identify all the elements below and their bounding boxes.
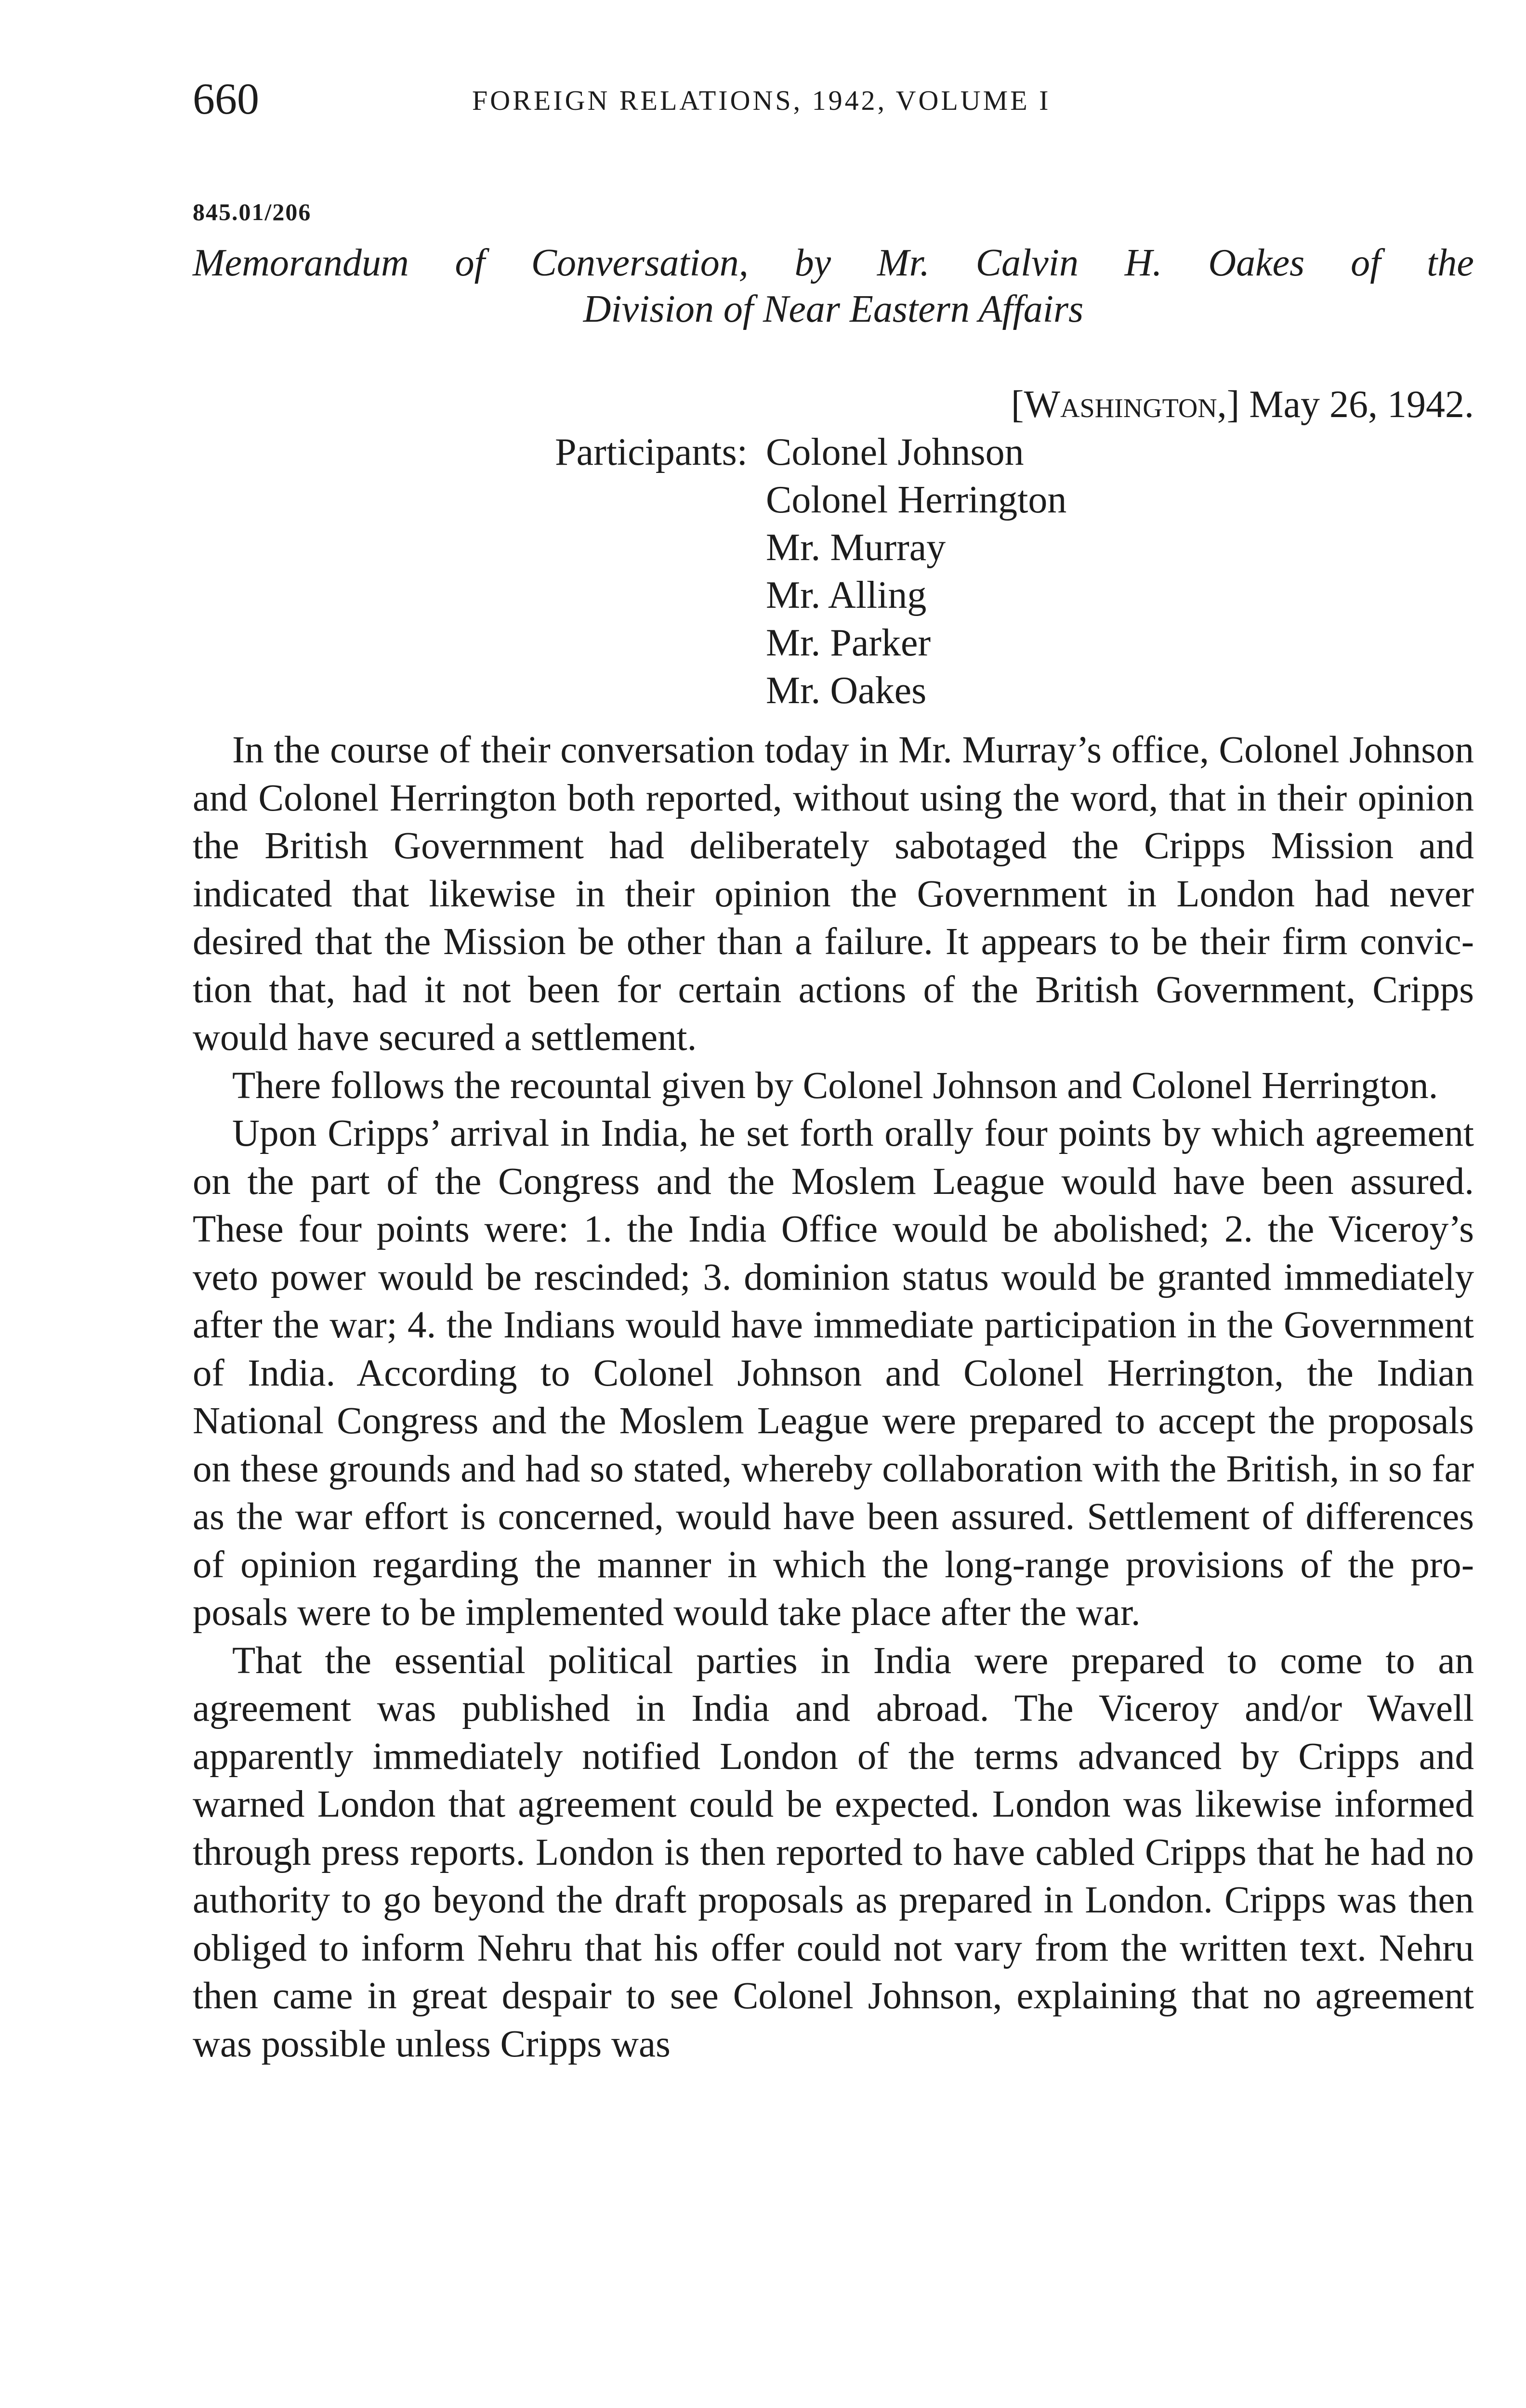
- dateline: [193, 380, 1474, 429]
- title-word: by: [794, 242, 831, 284]
- participant-name: Mr. Parker: [766, 622, 931, 664]
- title-word: Conversation,: [531, 242, 749, 284]
- dateline-date: May 26, 1942.: [1249, 383, 1474, 426]
- dateline-place: [Washington,]: [1011, 383, 1240, 426]
- body-paragraph: In the course of their conversation today in Mr. Murray’s office, Colonel Johnson and Colonel Herrington both reported, without using the word, that in their opinion the British Government had deliberately sabotaged the Cripps Mission and indicated that likewise in their opinion the Government in London had never desired that the Mission be other than a failure. It appears to be their firm conviction that, had it not been for certain actions of the British Government, Cripps would have secured a settlement.: [193, 729, 1474, 1059]
- participant-name: Mr. Murray: [766, 526, 946, 569]
- title-line-2: Division of Near Eastern Affairs: [583, 288, 1084, 330]
- body-paragraph: There follows the recountal given by Colonel Johnson and Colonel Herrington.: [232, 1064, 1438, 1107]
- page-number: 660: [193, 74, 259, 123]
- participants-label: Participants:: [555, 431, 748, 473]
- document-page: [193, 72, 1474, 2068]
- title-word: of: [1351, 242, 1381, 284]
- body-paragraph: That the essential political parties in India were prepared to come to an agreement was published in India and abroad. The Viceroy and/or Wavell apparently immediately notified London of the terms advanced by Cripps and warned London that agreement could be expected. London was likewise informed through press reports. London is then reported to have cabled Cripps that he had no authority to go beyond the draft proposals as prepared in London. Cripps was then obliged to inform Nehru that his offer could not vary from the written text. Nehru then came in great despair to see Colonel Johnson, explaining that no agreement was possible unless Cripps was: [193, 1639, 1474, 2065]
- title-word: of: [455, 242, 485, 284]
- running-head: [193, 72, 1474, 125]
- file-number: 845.01/206: [193, 198, 312, 225]
- participants-block: [193, 429, 1474, 715]
- title-word: H.: [1124, 242, 1162, 284]
- title-word: the: [1427, 242, 1474, 284]
- participant-name: Mr. Alling: [766, 574, 927, 616]
- body-paragraph: Upon Cripps’ arrival in India, he set forth orally four points by which agreement on the part of the Congress and the Moslem League would have been assured. These four points were: 1. the India Office would be abolished; 2. the Viceroy’s veto power would be rescinded; 3. dominion status would be granted immediately after the war; 4. the Indians would have immediate participation in the Government of India. According to Colonel Johnson and Colonel Herrington, the Indian National Congress and the Moslem League were prepared to accept the proposals on these grounds and had so stated, whereby collaboration with the British, in so far as the war effort is concerned, would have been assured. Settlement of differences of opinion regarding the manner in which the long-range provisions of the proposals were to be implemented would take place after the war.: [193, 1112, 1474, 1634]
- title-word: Calvin: [975, 242, 1079, 284]
- memorandum-title: [193, 240, 1474, 332]
- participant-name: Colonel Herrington: [766, 479, 1067, 521]
- participant-name: Mr. Oakes: [766, 669, 927, 712]
- participant-name: Colonel Johnson: [766, 431, 1024, 473]
- body-text: [193, 726, 1474, 2068]
- participants-list: [766, 429, 1066, 715]
- title-word: Oakes: [1208, 242, 1305, 284]
- title-word: Memorandum: [193, 242, 409, 284]
- title-line-1: [193, 240, 1474, 286]
- volume-title: FOREIGN RELATIONS, 1942, VOLUME I: [472, 85, 1051, 116]
- title-word: Mr.: [877, 242, 930, 284]
